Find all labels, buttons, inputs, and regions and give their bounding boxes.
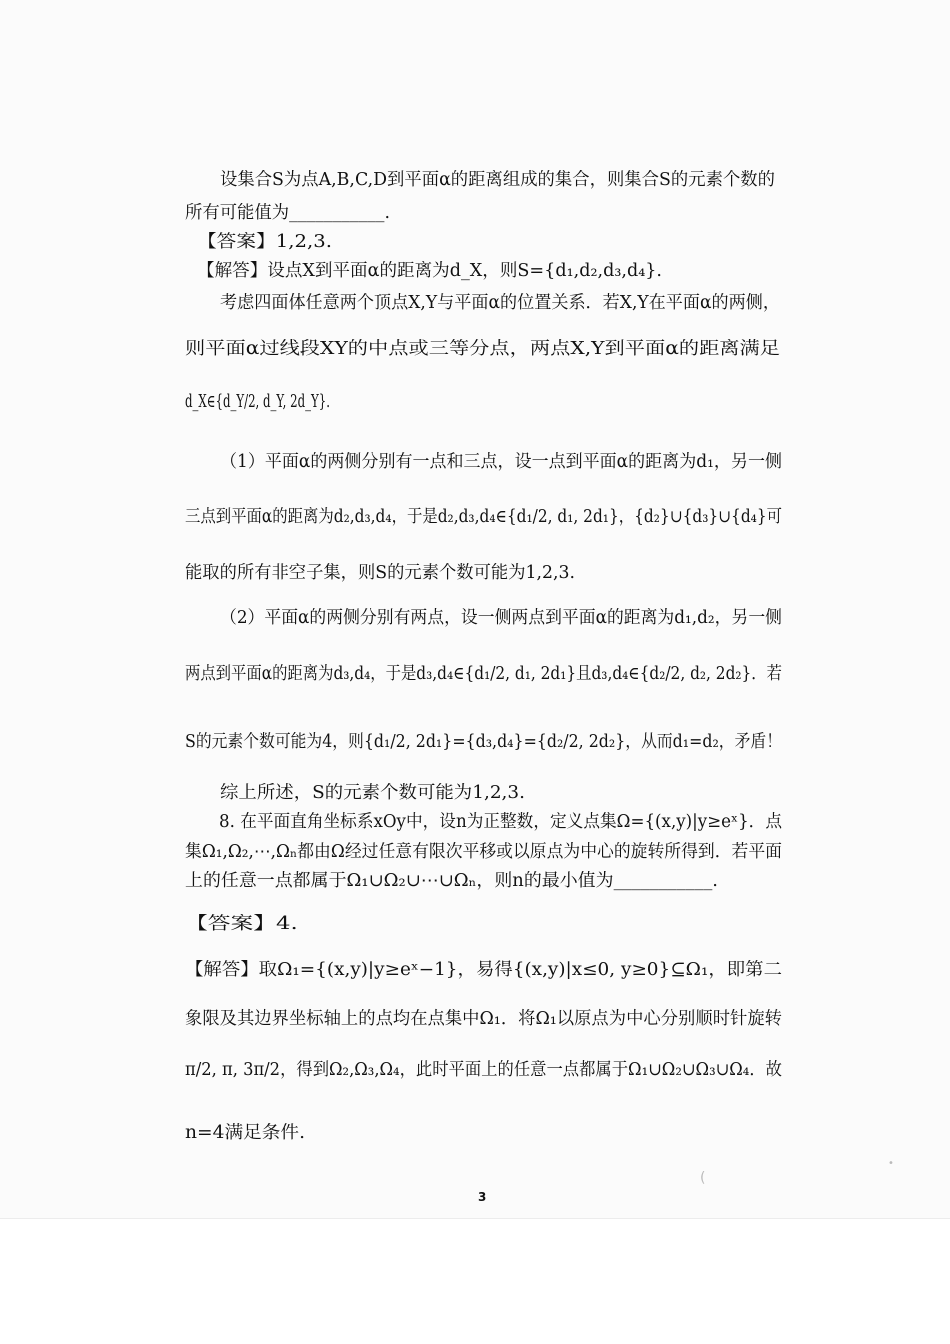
text-line-content: （2）平面α的两侧分别有两点，设一侧两点到平面α的距离为d₁,d₂，另一侧	[220, 608, 782, 628]
text-line-content: 上的任意一点都属于Ω₁∪Ω₂∪⋯∪Ωₙ，则n的最小值为___________.	[185, 871, 718, 891]
text-line-content: 所有可能值为___________.	[185, 203, 390, 223]
text-line-content: 象限及其边界坐标轴上的点均在点集中Ω₁．将Ω₁以原点为中心分别顺时针旋转	[185, 1009, 782, 1029]
text-line-content: 【答案】1,2,3.	[197, 232, 332, 252]
text-line-content: n=4满足条件.	[185, 1123, 305, 1143]
text-line-content: π/2, π, 3π/2，得到Ω₂,Ω₃,Ω₄，此时平面上的任意一点都属于Ω₁∪Ω₂∪Ω₃∪Ω₄．故	[185, 1060, 782, 1080]
text-line-content: 设集合S为点A,B,C,D到平面α的距离组成的集合，则集合S的元素个数的	[220, 170, 775, 190]
text-line-content: 【答案】4.	[185, 914, 298, 934]
text-line-content: 两点到平面α的距离为d₃,d₄，于是d₃,d₄∈{d₁/2, d₁, 2d₁}且d₃,d₄∈{d₂/2, d₂, 2d₂}．若	[185, 664, 782, 684]
text-line-content: 【解答】设点X到平面α的距离为d_X，则S={d₁,d₂,d₃,d₄}.	[197, 261, 662, 281]
text-line-content: 【解答】取Ω₁={(x,y)|y≥eˣ−1}，易得{(x,y)|x≤0, y≥0}⊆Ω₁，即第二	[185, 960, 782, 980]
text-line-content: 能取的所有非空子集，则S的元素个数可能为1,2,3.	[185, 563, 575, 583]
text-line-content: S的元素个数可能为4，则{d₁/2, 2d₁}={d₃,d₄}={d₂/2, 2d₂}，从而d₁=d₂，矛盾！	[185, 732, 782, 752]
text-line-content: 则平面α过线段XY的中点或三等分点，两点X,Y到平面α的距离满足	[185, 339, 780, 359]
text-line-content: （1）平面α的两侧分别有一点和三点，设一点到平面α的距离为d₁，另一侧	[220, 452, 782, 472]
page-bottom-margin	[0, 1218, 950, 1344]
text-line-content: 集Ω₁,Ω₂,⋯,Ωₙ都由Ω经过任意有限次平移或以原点为中心的旋转所得到．若平面	[185, 842, 782, 862]
scan-dot: •	[888, 1158, 894, 1169]
text-line-content: 考虑四面体任意两个顶点X,Y与平面α的位置关系．若X,Y在平面α的两侧，	[220, 293, 780, 313]
page-number: 3	[478, 1190, 487, 1204]
scan-mark: (	[700, 1170, 706, 1186]
text-line-content: d_X∈{d_Y/2, d_Y, 2d_Y}.	[185, 392, 330, 412]
text-line-content: 8. 在平面直角坐标系xOy中，设n为正整数，定义点集Ω={(x,y)|y≥eˣ}．点	[219, 812, 782, 832]
text-line-content: 三点到平面α的距离为d₂,d₃,d₄，于是d₂,d₃,d₄∈{d₁/2, d₁, 2d₁}，{d₂}∪{d₃}∪{d₄}可	[185, 507, 782, 527]
text-line-content: 综上所述，S的元素个数可能为1,2,3.	[220, 783, 525, 803]
